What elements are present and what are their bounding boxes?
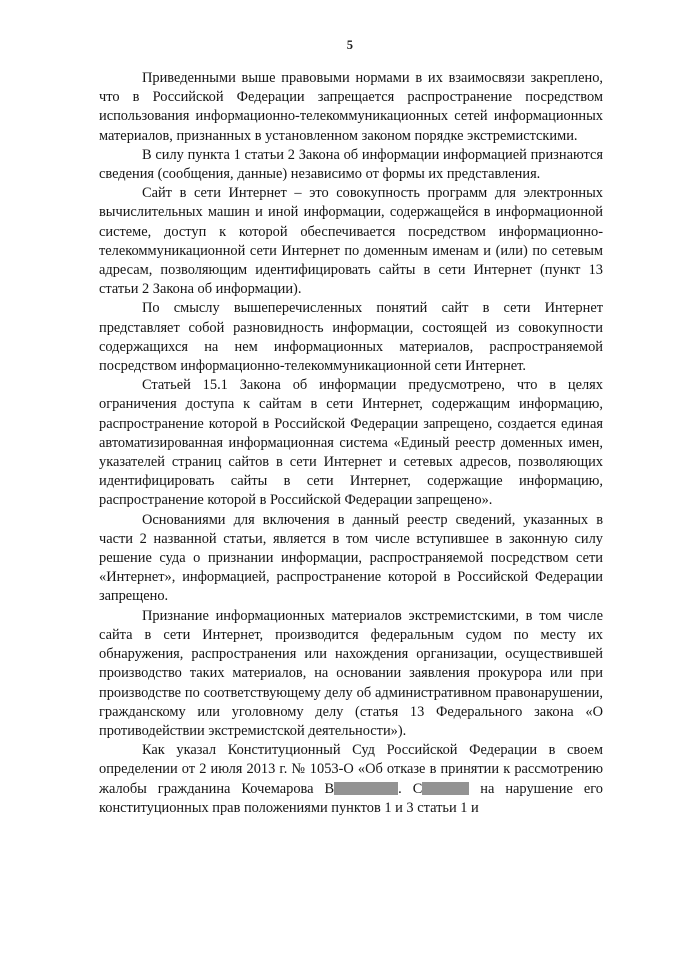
redaction-block-surname: [422, 782, 469, 795]
paragraph: По смыслу вышеперечисленных понятий сайт в сети Интернет представляет собой разновидность информации, состоящей из совокупности содержащихся на нем информационных материалов, распространяемой посредством информационно-телекоммуникационной сети Интернет.: [99, 300, 603, 375]
paragraph-segment: . С: [398, 780, 423, 797]
paragraph-segment: на нарушение его конституционных прав положениями пунктов 1 и 3 статьи 1 и: [99, 780, 604, 816]
paragraph: Основаниями для включения в данный реестр сведений, указанных в части 2 названной статьи, является в том числе вступившее в законную силу решение суда о признании информации, распространяемой посредством сети «Интернет», информацией, распространение которой в Российской Федерации запрещено.: [99, 511, 603, 605]
redaction-block-patronymic: [334, 782, 398, 795]
paragraph: Сайт в сети Интернет – это совокупность программ для электронных вычислительных машин и иной информации, содержащейся в информационной системе, доступ к которой обеспечивается посредством информационно-телекоммуникационной сети Интернет по доменным именам и (или) по сетевым адресам, позволяющим идентифицировать сайты в сети Интернет (пункт 13 статьи 2 Закона об информации).: [99, 185, 603, 298]
page-number: 5: [346, 38, 354, 52]
paragraph: Статьей 15.1 Закона об информации предусмотрено, что в целях ограничения доступа к сайтам в сети Интернет, содержащим информацию, распространение которой в Российской Федерации запрещено, создается единая автоматизированная информационная система «Единый реестр доменных имен, указателей страниц сайтов в сети Интернет и сетевых адресов, позволяющих идентифицировать сайты в сети Интернет, содержащие информацию, распространение которой в Российской Федерации запрещено».: [99, 377, 603, 509]
paragraph-segment: Как указал Конституционный Суд Российской Федерации в своем определении от 2 июля 2013 г. № 1053-О «Об отказе в принятии к рассмотрению жалобы гражданина Кочемарова В: [99, 742, 603, 797]
paragraph: Приведенными выше правовыми нормами в их взаимосвязи закреплено, что в Российской Федерации запрещается распространение посредством использования информационно-телекоммуникационных сетей информационных материалов, признанных в установленном законом порядке экстремистскими.: [99, 70, 603, 144]
paragraph-with-redactions: [99, 741, 603, 818]
document-body: [99, 69, 603, 818]
paragraph: В силу пункта 1 статьи 2 Закона об информации информацией признаются сведения (сообщения, данные) независимо от формы их представления.: [99, 146, 603, 183]
paragraph: Признание информационных материалов экстремистскими, в том числе сайта в сети Интернет, производится федеральным судом по месту их обнаружения, распространения или нахождения организации, осуществившей производство таких материалов, на основании заявления прокурора или при производстве по соответствующему делу об административном правонарушении, гражданскому или уголовному делу (статья 13 Федерального закона «О противодействии экстремистской деятельности»).: [99, 607, 603, 739]
